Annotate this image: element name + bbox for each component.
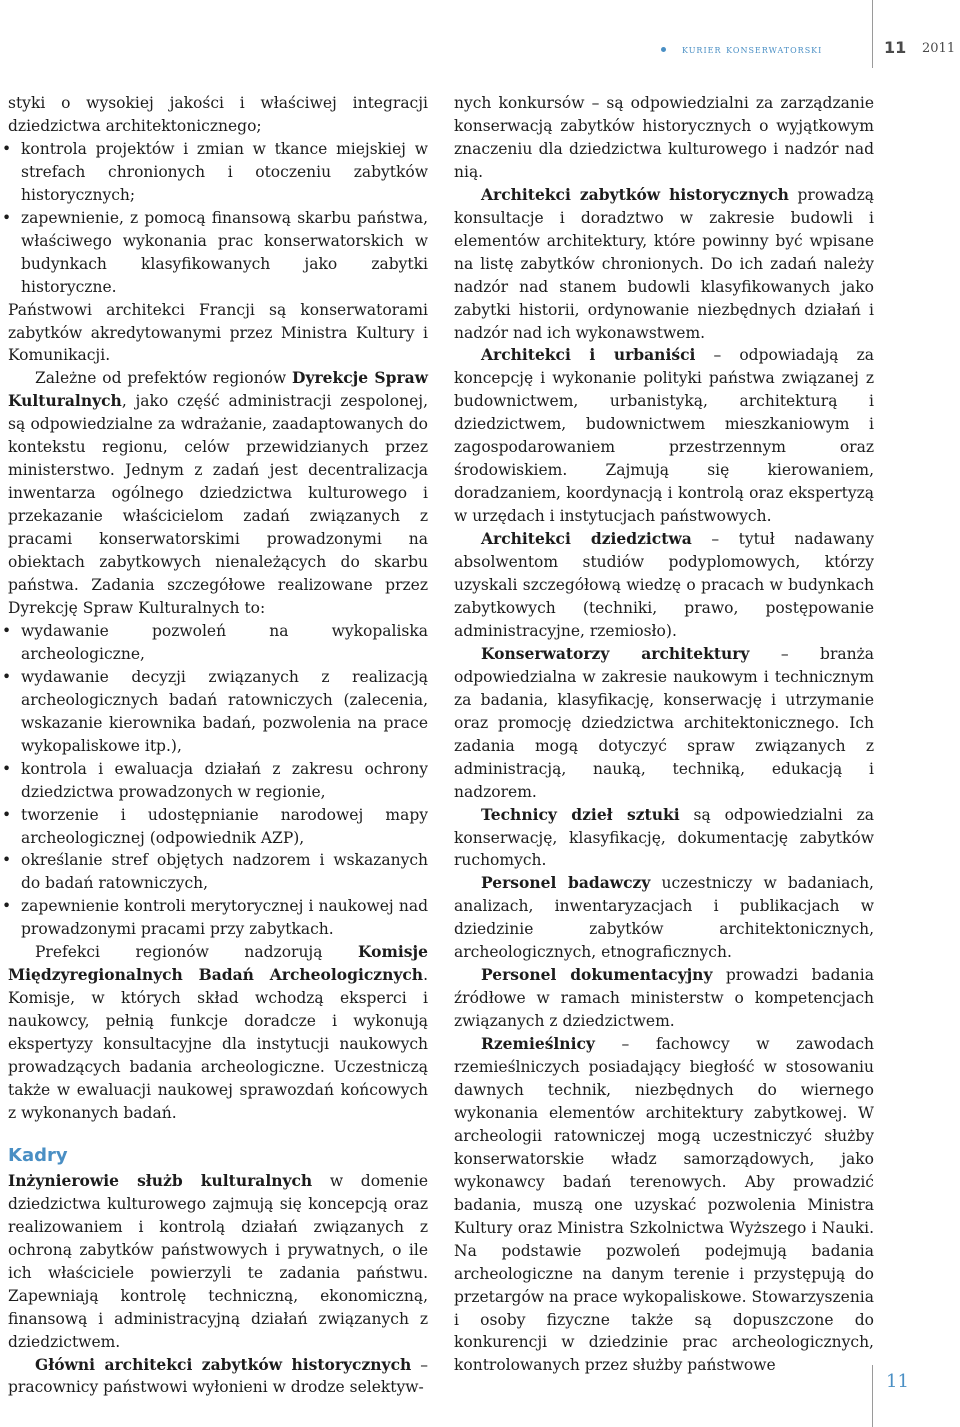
text-run: – fachowcy w zawodach rzemieślniczych posiadający biegłość w stosowaniu dawnych technik, niezbędnych do wiernego wykonania elementów architektury zabytkowej. W archeologii ratowniczej mogą uczestniczyć służby konserwatorskie władz samorządowych, jako wykonawcy badań terenowych. Aby prowadzić badania, muszą one uzyskać pozwolenia Ministra Kultury oraz Ministra Szkolnictwa Wyższego i Nauki. Na podstawie pozwoleń podejmują badania archeologiczne na danym terenie i przystępują do przetargów na prace wykopaliskowe. Stowarzyszenia i osoby fizyczne także są dopuszczone do konkurencji w dziedzinie prac archeologicznych, kontrolowanych przez służby państwowe <box>454 1035 874 1375</box>
text-run: prowadzą konsultacje i doradztwo w zakresie budowli i elementów architektury, które powinny być wpisane na listę zabytków chronionych. Do ich zadań należy nadzór nad stanem budowli klasyfikowanych jako zabytki historii, ordynowanie niezbędnych działań i nadzór nad ich wykonawstwem. <box>454 185 874 342</box>
paragraph-prefects <box>8 941 428 1125</box>
bold-term: Architekci dziedzictwa <box>481 529 692 549</box>
text-run: w domenie dziedzictwa kulturowego zajmują się koncepcją oraz realizowaniem i kontrolą działań związanych z ochroną zabytków państwowych i prywatnych, o ile ich właściciele powierzyli te zadania państwu. Zapewniają kontrolę techniczną, ekonomiczną, finansową i administracyjną działań związanych z dziedzictwem. <box>8 1171 429 1351</box>
bullet-list-b <box>8 620 428 941</box>
paragraph-engineers <box>8 1170 428 1354</box>
bold-term: Personel dokumentacyjny <box>481 965 713 985</box>
list-item: • określanie stref objętych nadzorem i wskazanych do badań ratowniczych, <box>8 849 428 895</box>
bullet-dot-icon <box>661 47 666 52</box>
paragraph-abh <box>454 184 874 345</box>
bold-term: Dyrekcje Spraw Kulturalnych <box>8 368 428 411</box>
text-run: są odpowiedzialni za konserwację, klasyfikację, dokumentację zabytków ruchomych. <box>454 805 874 870</box>
paragraph-chief-architects <box>8 1354 428 1400</box>
text-run: Prefekci regionów nadzorują <box>35 943 359 962</box>
paragraph-technicians <box>454 804 874 873</box>
paragraph-urbanists <box>454 344 874 528</box>
paragraph-research-staff <box>454 872 874 964</box>
list-item: • zapewnienie, z pomocą finansową skarbu państwa, właściwego wykonania prac konserwatorskich w budynkach klasyfikowanych jako zabytki historyczne. <box>8 207 428 299</box>
paragraph-craftsmen <box>454 1033 874 1377</box>
bullet-list-a <box>8 138 428 299</box>
page-number: 11 <box>886 1371 909 1392</box>
list-item: • tworzenie i udostępnianie narodowej mapy archeologicznej (odpowiednik AZP), <box>8 804 428 850</box>
text-run: . Komisje, w których skład wchodzą eksperci i naukowcy, pełnią funkcje doradcze i wykonują ekspertyzy konsultacyjne dla instytucji naukowych prowadzących badania archeologiczne. Uczestniczą także w ewaluacji naukowej sprawozdań końcowych z wykonanych badań. <box>8 966 428 1122</box>
issue-year: 2011 <box>922 41 956 56</box>
paragraph-continued: styki o wysokiej jakości i właściwej integracji dziedzictwa architektonicznego; <box>8 94 428 135</box>
text-run: – tytuł nadawany absolwentom studiów podyplomowych, którzy uzyskali szczegółową wiedzę o pracach w budynkach zabytkowych (techniki, prawo, postępowanie administracyjne, rzemiosło). <box>454 530 874 640</box>
bold-term: Architekci i urbaniści <box>481 345 696 365</box>
list-item: • kontrola projektów i zmian w tkance miejskiej w strefach chronionych i otoczeniu zabytków historycznych; <box>8 138 428 207</box>
section-heading: Kadry <box>8 1144 68 1166</box>
list-item: • wydawanie decyzji związanych z realizacją archeologicznych badań ratowniczych (zalecenia, wskazanie kierownika badań, pozwolenia na prace wykopaliskowe itp.), <box>8 666 428 758</box>
journal-name: kurier konserwatorski <box>682 42 823 56</box>
list-item: • zapewnienie kontroli merytorycznej i naukowej nad prowadzonymi pracami przy zabytkach. <box>8 895 428 941</box>
paragraph-drac <box>8 367 428 619</box>
paragraph-architects: Państwowi architekci Francji są konserwatorami zabytków akredytowanymi przez Ministra Kultury i Komunikacji. <box>8 300 428 365</box>
header-divider <box>872 0 873 68</box>
right-column <box>454 92 874 1377</box>
bold-term: Rzemieślnicy <box>481 1034 595 1054</box>
bold-term: Komisje Międzyregionalnych Badań Archeologicznych <box>8 942 428 985</box>
paragraph-continued: nych konkursów – są odpowiedzialni za zarządzanie konserwacją zabytków historycznych o wyjątkowym znaczeniu dla dziedzictwa kulturowego i nadzór nad nią. <box>454 94 874 181</box>
list-item: • kontrola i ewaluacja działań z zakresu ochrony dziedzictwa prowadzonych w regionie, <box>8 758 428 804</box>
text-run: uczestniczy w badaniach, analizach, inwentaryzacjach i publikacjach w dziedzinie zabytków architektonicznych, archeologicznych, etnograficznych. <box>454 874 874 962</box>
footer-divider <box>872 1365 873 1427</box>
text-run: – pracownicy państwowi wyłonieni w drodze selektyw- <box>8 1355 428 1397</box>
text-run: prowadzi badania źródłowe w ramach ministerstw o kompetencjach związanych z dziedzictwem. <box>454 966 874 1031</box>
list-item: • wydawanie pozwoleń na wykopaliska archeologiczne, <box>8 620 428 666</box>
bold-term: Konserwatorzy architektury <box>481 643 750 663</box>
page-header <box>0 0 960 90</box>
paragraph-documentation-staff <box>454 964 874 1033</box>
bold-term: Inżynierowie służb kulturalnych <box>8 1170 313 1190</box>
text-run: – odpowiadają za koncepcję i wykonanie polityki państwa związanej z budownictwem, urbanistyką, architekturą i dziedzictwem, budownictwem mieszkaniowym i zagospodarowaniem przestrzennym oraz środowiskiem. Zajmują się kierowaniem, doradzaniem, koordynacją i kontrolą oraz ekspertyzą w urzędach i instytucjach państwowych. <box>454 346 874 526</box>
bold-term: Architekci zabytków historycznych <box>481 184 789 204</box>
text-run: – branża odpowiedzialna w zakresie naukowym i technicznym za badania, klasyfikację, konserwację i utrzymanie oraz promocję dziedzictwa architektonicznego. Ich zadania mogą dotyczyć spraw związanych z administracją, nauką, techniką, edukacją i nadzorem. <box>454 644 874 801</box>
paragraph-heritage-architects <box>454 528 874 643</box>
bold-term: Główni architekci zabytków historycznych <box>35 1354 412 1374</box>
text-run: , jako część administracji zespolonej, są odpowiedzialne za wdrażanie, zaadaptowanych do kontekstu regionu, celów przewidzianych przez ministerstwo. Jednym z zadań jest decentralizacja inwentarza ogólnego dziedzictwa kulturowego i przekazanie właścicielom zadań związanych z pracami konserwatorskimi prowadzonymi na obiektach zabytkowych nienależących do skarbu państwa. Zadania szczegółowe realizowane przez Dyrekcję Spraw Kulturalnych to: <box>8 392 428 617</box>
left-column <box>8 92 428 1399</box>
bold-term: Personel badawczy <box>481 873 651 893</box>
paragraph-conservators <box>454 643 874 804</box>
bold-term: Technicy dzieł sztuki <box>481 804 680 824</box>
issue-number: 11 <box>884 38 907 57</box>
text-run: Zależne od prefektów regionów <box>35 369 292 388</box>
